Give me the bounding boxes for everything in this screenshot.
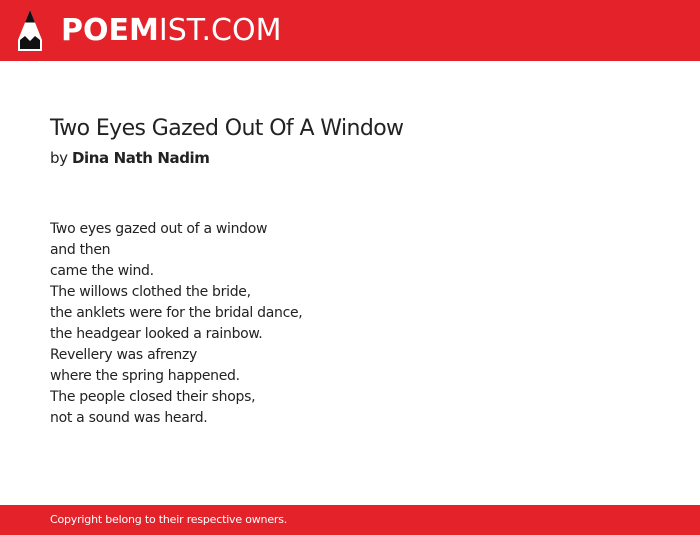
poem-line: the anklets were for the bridal dance, xyxy=(50,305,303,321)
poem-line: not a sound was heard. xyxy=(50,410,208,426)
copyright-text: Copyright belong to their respective owners. xyxy=(50,513,288,526)
logo-brand-bold: POEM xyxy=(61,13,159,48)
poem-body xyxy=(50,219,302,429)
by-label: by xyxy=(50,149,68,167)
site-logo[interactable] xyxy=(61,11,281,51)
poem-author: Dina Nath Nadim xyxy=(71,149,210,167)
pencil-icon[interactable] xyxy=(17,10,43,51)
poem-line: and then xyxy=(50,242,111,258)
logo-brand-light: IST.COM xyxy=(158,13,282,48)
poem-line: the headgear looked a rainbow. xyxy=(50,326,263,342)
poem-line: came the wind. xyxy=(50,263,154,279)
poem-line: where the spring happened. xyxy=(50,368,240,384)
site-header xyxy=(0,0,700,61)
site-footer xyxy=(0,505,700,535)
poem-line: Revellery was afrenzy xyxy=(50,347,198,363)
poem-line: The people closed their shops, xyxy=(50,389,256,405)
poem-line: The willows clothed the bride, xyxy=(50,284,251,300)
poem-byline xyxy=(50,149,210,167)
poem-title: Two Eyes Gazed Out Of A Window xyxy=(50,116,404,141)
poem-line: Two eyes gazed out of a window xyxy=(50,221,268,237)
